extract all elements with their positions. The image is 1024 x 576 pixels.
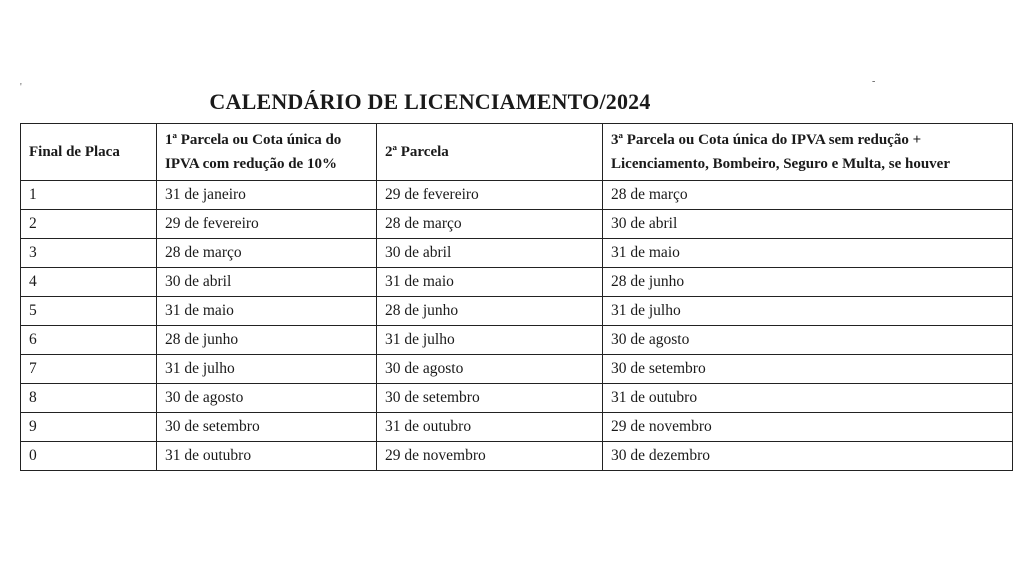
plate-final-cell: 4 bbox=[21, 268, 157, 297]
parcela-3-date-cell: 28 de março bbox=[603, 181, 1013, 210]
header-parcela-3: 3ª Parcela ou Cota única do IPVA sem redução + Licenciamento, Bombeiro, Seguro e Multa, se houver bbox=[603, 124, 1013, 181]
parcela-2-date-cell: 29 de novembro bbox=[377, 442, 603, 471]
parcela-1-date-cell: 30 de setembro bbox=[157, 413, 377, 442]
parcela-2-date-cell: 28 de junho bbox=[377, 297, 603, 326]
table-row bbox=[21, 210, 1013, 239]
parcela-3-date-cell: 31 de julho bbox=[603, 297, 1013, 326]
table-row bbox=[21, 355, 1013, 384]
parcela-1-date-cell: 28 de junho bbox=[157, 326, 377, 355]
scan-speck: - bbox=[872, 76, 876, 87]
table-row bbox=[21, 181, 1013, 210]
parcela-3-date-cell: 28 de junho bbox=[603, 268, 1013, 297]
plate-final-cell: 5 bbox=[21, 297, 157, 326]
table-row bbox=[21, 239, 1013, 268]
parcela-3-date-cell: 30 de abril bbox=[603, 210, 1013, 239]
plate-final-cell: 2 bbox=[21, 210, 157, 239]
plate-final-cell: 1 bbox=[21, 181, 157, 210]
parcela-1-date-cell: 29 de fevereiro bbox=[157, 210, 377, 239]
parcela-1-date-cell: 30 de agosto bbox=[157, 384, 377, 413]
parcela-3-date-cell: 30 de setembro bbox=[603, 355, 1013, 384]
parcela-2-date-cell: 28 de março bbox=[377, 210, 603, 239]
parcela-2-date-cell: 30 de setembro bbox=[377, 384, 603, 413]
table-row bbox=[21, 384, 1013, 413]
table-row bbox=[21, 442, 1013, 471]
header-final-de-placa: Final de Placa bbox=[21, 124, 157, 181]
plate-final-cell: 8 bbox=[21, 384, 157, 413]
header-parcela-2: 2ª Parcela bbox=[377, 124, 603, 181]
header-parcela-1: 1ª Parcela ou Cota única do IPVA com redução de 10% bbox=[157, 124, 377, 181]
parcela-1-date-cell: 31 de janeiro bbox=[157, 181, 377, 210]
table-row bbox=[21, 413, 1013, 442]
parcela-3-date-cell: 30 de dezembro bbox=[603, 442, 1013, 471]
parcela-1-date-cell: 31 de julho bbox=[157, 355, 377, 384]
licensing-calendar-table bbox=[20, 123, 1013, 471]
parcela-3-date-cell: 30 de agosto bbox=[603, 326, 1013, 355]
table-row bbox=[21, 326, 1013, 355]
table-header-row bbox=[21, 124, 1013, 181]
page-title: CALENDÁRIO DE LICENCIAMENTO/2024 bbox=[209, 89, 651, 114]
plate-final-cell: 9 bbox=[21, 413, 157, 442]
parcela-2-date-cell: 29 de fevereiro bbox=[377, 181, 603, 210]
parcela-2-date-cell: 31 de outubro bbox=[377, 413, 603, 442]
parcela-1-date-cell: 30 de abril bbox=[157, 268, 377, 297]
parcela-2-date-cell: 31 de maio bbox=[377, 268, 603, 297]
parcela-2-date-cell: 30 de abril bbox=[377, 239, 603, 268]
parcela-3-date-cell: 31 de outubro bbox=[603, 384, 1013, 413]
parcela-2-date-cell: 31 de julho bbox=[377, 326, 603, 355]
plate-final-cell: 0 bbox=[21, 442, 157, 471]
table-row bbox=[21, 297, 1013, 326]
parcela-2-date-cell: 30 de agosto bbox=[377, 355, 603, 384]
table-row bbox=[21, 268, 1013, 297]
parcela-3-date-cell: 31 de maio bbox=[603, 239, 1013, 268]
plate-final-cell: 6 bbox=[21, 326, 157, 355]
parcela-3-date-cell: 29 de novembro bbox=[603, 413, 1013, 442]
plate-final-cell: 7 bbox=[21, 355, 157, 384]
scan-speck: ' bbox=[20, 82, 22, 93]
parcela-1-date-cell: 28 de março bbox=[157, 239, 377, 268]
plate-final-cell: 3 bbox=[21, 239, 157, 268]
parcela-1-date-cell: 31 de maio bbox=[157, 297, 377, 326]
parcela-1-date-cell: 31 de outubro bbox=[157, 442, 377, 471]
